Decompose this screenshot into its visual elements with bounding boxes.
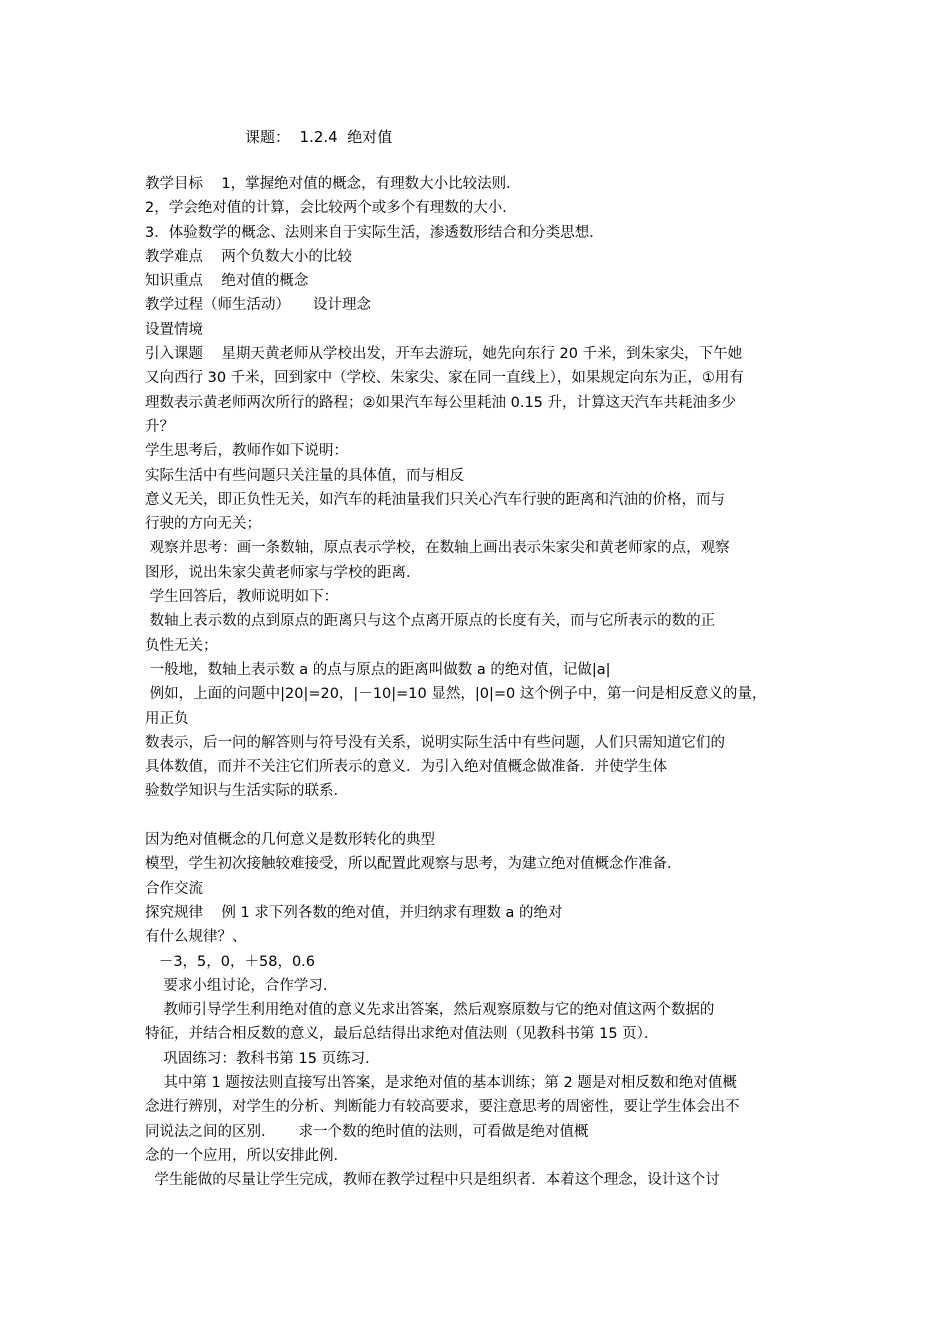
text-line: 数轴上表示数的点到原点的距离只与这个点离开原点的长度有关，而与它所表示的数的正 xyxy=(145,613,716,630)
text-line: －3，5，0，＋58，0.6 xyxy=(145,953,316,970)
text-line: 同说法之间的区别． 求一个数的绝时值的法则，可看做是绝对值概 xyxy=(145,1123,589,1140)
text-line: 合作交流 xyxy=(145,880,203,897)
text-line: 念的一个应用，所以安排此例． xyxy=(145,1147,348,1164)
text-line: 学生思考后，教师作如下说明： xyxy=(145,443,348,460)
text-line: 巩固练习：教科书第 15 页练习． xyxy=(145,1050,380,1067)
text-line: 特征，并结合相反数的意义，最后总结得出求绝对值法则（见教科书第 15 页）． xyxy=(145,1026,659,1043)
text-line: 理数表示黄老师两次所行的路程；②如果汽车每公里耗油 0.15 升，计算这天汽车共耗油多少 xyxy=(145,394,736,411)
text-line: 学生回答后，教师说明如下： xyxy=(145,589,339,606)
text-line: 知识重点 绝对值的概念 xyxy=(145,273,309,290)
text-line: 引入课题 星期天黄老师从学校出发，开车去游玩，她先向东行 20 千米，到朱家尖，下午她 xyxy=(145,346,743,363)
text-line: 念进行辨別，对学生的分析、判断能力有较高要求，要注意思考的周密性，要让学生体会出不 xyxy=(145,1099,740,1116)
text-line: 观察并思考：画一条数轴，原点表示学校，在数轴上画出表示朱家尖和黄老师家的点，观察 xyxy=(145,540,730,557)
text-line: 实际生活中有些问题只关注量的具体值，而与相反 xyxy=(145,467,464,484)
text-line: 负性无关； xyxy=(145,637,218,654)
text-line: 模型，学生初次接触较难接受，所以配置此观察与思考，为建立绝对值概念作准备． xyxy=(145,856,682,873)
text-line: 有什么规律？、 xyxy=(145,929,247,946)
text-line: 验数学知识与生活实际的联系． xyxy=(145,783,348,800)
text-line: 探究规律 例 1 求下列各数的绝对值，并归纳求有理数 a 的绝对 xyxy=(145,904,563,921)
text-line: 例如，上面的问题中|20|=20，|－10|=10 显然，|0|=0 这个例子中，第一问是相反意义的量， xyxy=(145,686,767,703)
text-line: 要求小组讨论，合作学习． xyxy=(145,977,338,994)
text-line: 教学难点 两个负数大小的比较 xyxy=(145,248,352,265)
text-line: 设置情境 xyxy=(145,321,203,338)
text-line: 意义无关，即正负性无关，如汽车的耗油量我们只关心汽车行驶的距离和汽油的价格，而与 xyxy=(145,491,725,508)
text-line: 用正负 xyxy=(145,710,189,727)
text-line: 学生能做的尽量让学生完成，教师在教学过程中只是组织者．本着这个理念，设计这个讨 xyxy=(145,1172,720,1189)
text-line: 又向西行 30 千米，回到家中（学校、朱家尖、家在同一直线上），如果规定向东为正，①用有 xyxy=(145,370,744,387)
text-line: 其中第 1 题按法则直接写出答案，是求绝对值的基本训练；第 2 题是对相反数和绝对值概 xyxy=(145,1074,737,1091)
blank-line xyxy=(145,804,810,828)
text-line: 一般地，数轴上表示数 a 的点与原点的距离叫做数 a 的绝对值，记做|a| xyxy=(145,661,611,678)
text-line: 因为绝对值概念的几何意义是数形转化的典型 xyxy=(145,832,435,849)
document-body xyxy=(145,172,810,1192)
text-line: 具体数值，而并不关注它们所表示的意义．为引入绝对值概念做准备．并使学生体 xyxy=(145,759,667,776)
text-line: 图形，说出朱家尖黄老师家与学校的距离． xyxy=(145,564,421,581)
text-line: 升？ xyxy=(145,418,174,435)
text-line: 教学目标 1，掌握绝对值的概念，有理数大小比较法则． xyxy=(145,176,521,192)
text-line: 教学过程（师生活动） 设计理念 xyxy=(145,297,372,314)
document-title: 课题： 1.2.4 绝对值 xyxy=(245,128,393,146)
text-line: 行驶的方向无关； xyxy=(145,516,261,533)
text-line: 2，学会绝对值的计算，会比较两个或多个有理数的大小． xyxy=(145,200,517,217)
text-line: 数表示，后一问的解答则与符号没有关系，说明实际生活中有些问题，人们只需知道它们的 xyxy=(145,734,725,751)
text-line: 教师引导学生利用绝对值的意义先求出答案，然后观察原数与它的绝对值这两个数据的 xyxy=(145,1002,715,1019)
text-line: 3．体验数学的概念、法则来自于实际生活，渗透数形结合和分类思想． xyxy=(145,224,604,241)
